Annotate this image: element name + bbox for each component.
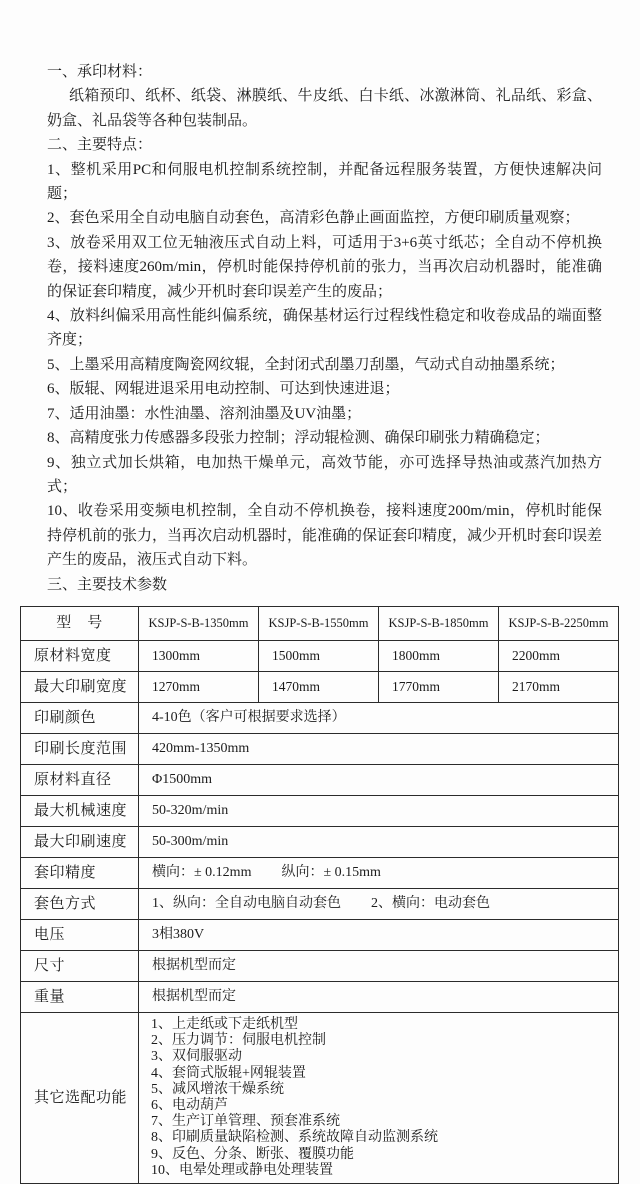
row-label: 印刷长度范围 [21, 733, 139, 764]
spec-header-row [21, 606, 619, 640]
spec-model-4: KSJP-S-B-2250mm [499, 606, 619, 640]
section-specs-heading: 三、主要技术参数 [47, 576, 168, 593]
row-label: 最大印刷速度 [21, 826, 139, 857]
feature-item-2: 2、套色采用全自动电脑自动套色，高清彩色静止画面监控，方便印刷质量观察； [47, 210, 580, 227]
spec-model-3: KSJP-S-B-1850mm [379, 606, 499, 640]
row-value: 根据机型而定 [139, 950, 619, 981]
table-row [21, 640, 619, 671]
row-value-options [139, 1012, 619, 1183]
table-row [21, 733, 619, 764]
row-value: 1770mm [379, 671, 499, 702]
row-value: Φ1500mm [139, 764, 619, 795]
row-label: 套印精度 [21, 857, 139, 888]
spec-header-label: 型 号 [21, 606, 139, 640]
row-value: 2170mm [499, 671, 619, 702]
row-value: 1270mm [139, 671, 259, 702]
row-value: 3相380V [139, 919, 619, 950]
option-line-8: 8、印刷质量缺陷检测、系统故障自动监测系统 [151, 1130, 438, 1146]
spec-table [20, 606, 619, 1184]
option-line-6: 6、电动葫芦 [151, 1097, 228, 1113]
row-label: 重量 [21, 981, 139, 1012]
table-row [21, 826, 619, 857]
feature-item-6: 6、版辊、网辊进退采用电动控制、可达到快速进退； [47, 381, 400, 398]
section-materials-heading: 一、承印材料： [47, 64, 153, 80]
section-features-heading: 二、主要特点： [47, 137, 153, 154]
option-line-7: 7、生产订单管理、预套准系统 [151, 1114, 340, 1130]
row-value: 4-10色（客户可根据要求选择） [139, 702, 619, 733]
table-row [21, 764, 619, 795]
row-label: 原材料宽度 [21, 640, 139, 671]
row-value: 1470mm [259, 671, 379, 702]
row-value: 2200mm [499, 640, 619, 671]
feature-item-1: 1、整机采用PC和伺服电机控制系统控制，并配备远程服务装置，方便快速解决问题； [47, 161, 602, 203]
row-value: 1300mm [139, 640, 259, 671]
feature-item-9: 9、独立式加长烘箱，电加热干燥单元，高效节能，亦可选择导热油或蒸汽加热方式； [47, 454, 602, 495]
row-label: 尺寸 [21, 950, 139, 981]
row-label: 最大机械速度 [21, 795, 139, 826]
row-label: 套色方式 [21, 888, 139, 919]
row-value: 根据机型而定 [139, 981, 619, 1012]
feature-item-5: 5、上墨采用高精度陶瓷网纹辊，全封闭式刮墨刀刮墨，气动式自动抽墨系统； [47, 356, 565, 373]
features-list [47, 158, 602, 573]
row-value: 420mm-1350mm [139, 733, 619, 764]
table-row [21, 1012, 619, 1183]
table-row [21, 857, 619, 888]
row-value: 50-300m/min [139, 826, 619, 857]
option-line-3: 3、双伺服驱动 [151, 1049, 242, 1065]
materials-paragraph: 纸箱预印、纸杯、纸袋、淋膜纸、牛皮纸、白卡纸、冰激淋筒、礼品纸、彩盒、奶盒、礼品袋等各种包装制品。 [47, 88, 602, 129]
option-line-2: 2、压力调节：伺服电机控制 [151, 1033, 326, 1049]
row-label: 印刷颜色 [21, 702, 139, 733]
table-row [21, 795, 619, 826]
value-part: 1、纵向：全自动电脑自动套色 [152, 895, 341, 911]
row-value: 1500mm [259, 640, 379, 671]
feature-item-3: 3、放卷采用双工位无轴液压式自动上料，可适用于3+6英寸纸芯；全自动不停机换卷，接料速度260m/min，停机时能保持停机前的张力，当再次启动机器时，能准确的保证套印精度，减少开机时套印误差产生的废品； [47, 234, 602, 300]
table-row [21, 702, 619, 733]
row-value [139, 888, 619, 919]
spec-model-2: KSJP-S-B-1550mm [259, 606, 379, 640]
value-part: 横向：± 0.12mm [152, 864, 252, 880]
feature-item-7: 7、适用油墨：水性油墨、溶剂油墨及UV油墨； [47, 405, 362, 422]
row-label: 原材料直径 [21, 764, 139, 795]
table-row [21, 671, 619, 702]
row-value [139, 857, 619, 888]
row-value: 1800mm [379, 640, 499, 671]
value-part: 2、横向：电动套色 [371, 895, 490, 911]
option-line-1: 1、上走纸或下走纸机型 [151, 1016, 298, 1032]
option-line-4: 4、套筒式版辊+网辊装置 [151, 1065, 306, 1081]
feature-item-4: 4、放料纠偏采用高性能纠偏系统，确保基材运行过程线性稳定和收卷成品的端面整齐度； [47, 308, 602, 349]
feature-item-10: 10、收卷采用变频电机控制，全自动不停机换卷，接料速度200m/min，停机时能保持停机前的张力，当再次启动机器时，能准确的保证套印精度，减少开机时套印误差产生的废品，液压式自动下料。 [47, 503, 603, 569]
table-row [21, 950, 619, 981]
feature-item-8: 8、高精度张力传感器多段张力控制；浮动辊检测、确保印刷张力精确稳定； [47, 430, 550, 447]
row-value: 50-320m/min [139, 795, 619, 826]
table-row [21, 981, 619, 1012]
row-label: 其它选配功能 [21, 1012, 139, 1183]
value-part: 纵向：± 0.15mm [281, 864, 381, 880]
option-line-10: 10、电晕处理或静电处理装置 [151, 1162, 333, 1178]
option-line-5: 5、减风增浓干燥系统 [151, 1081, 284, 1097]
option-line-9: 9、反色、分条、断张、覆膜功能 [151, 1146, 354, 1162]
row-label: 最大印刷宽度 [21, 671, 139, 702]
table-row [21, 919, 619, 950]
table-row [21, 888, 619, 919]
spec-model-1: KSJP-S-B-1350mm [139, 606, 259, 640]
row-label: 电压 [21, 919, 139, 950]
